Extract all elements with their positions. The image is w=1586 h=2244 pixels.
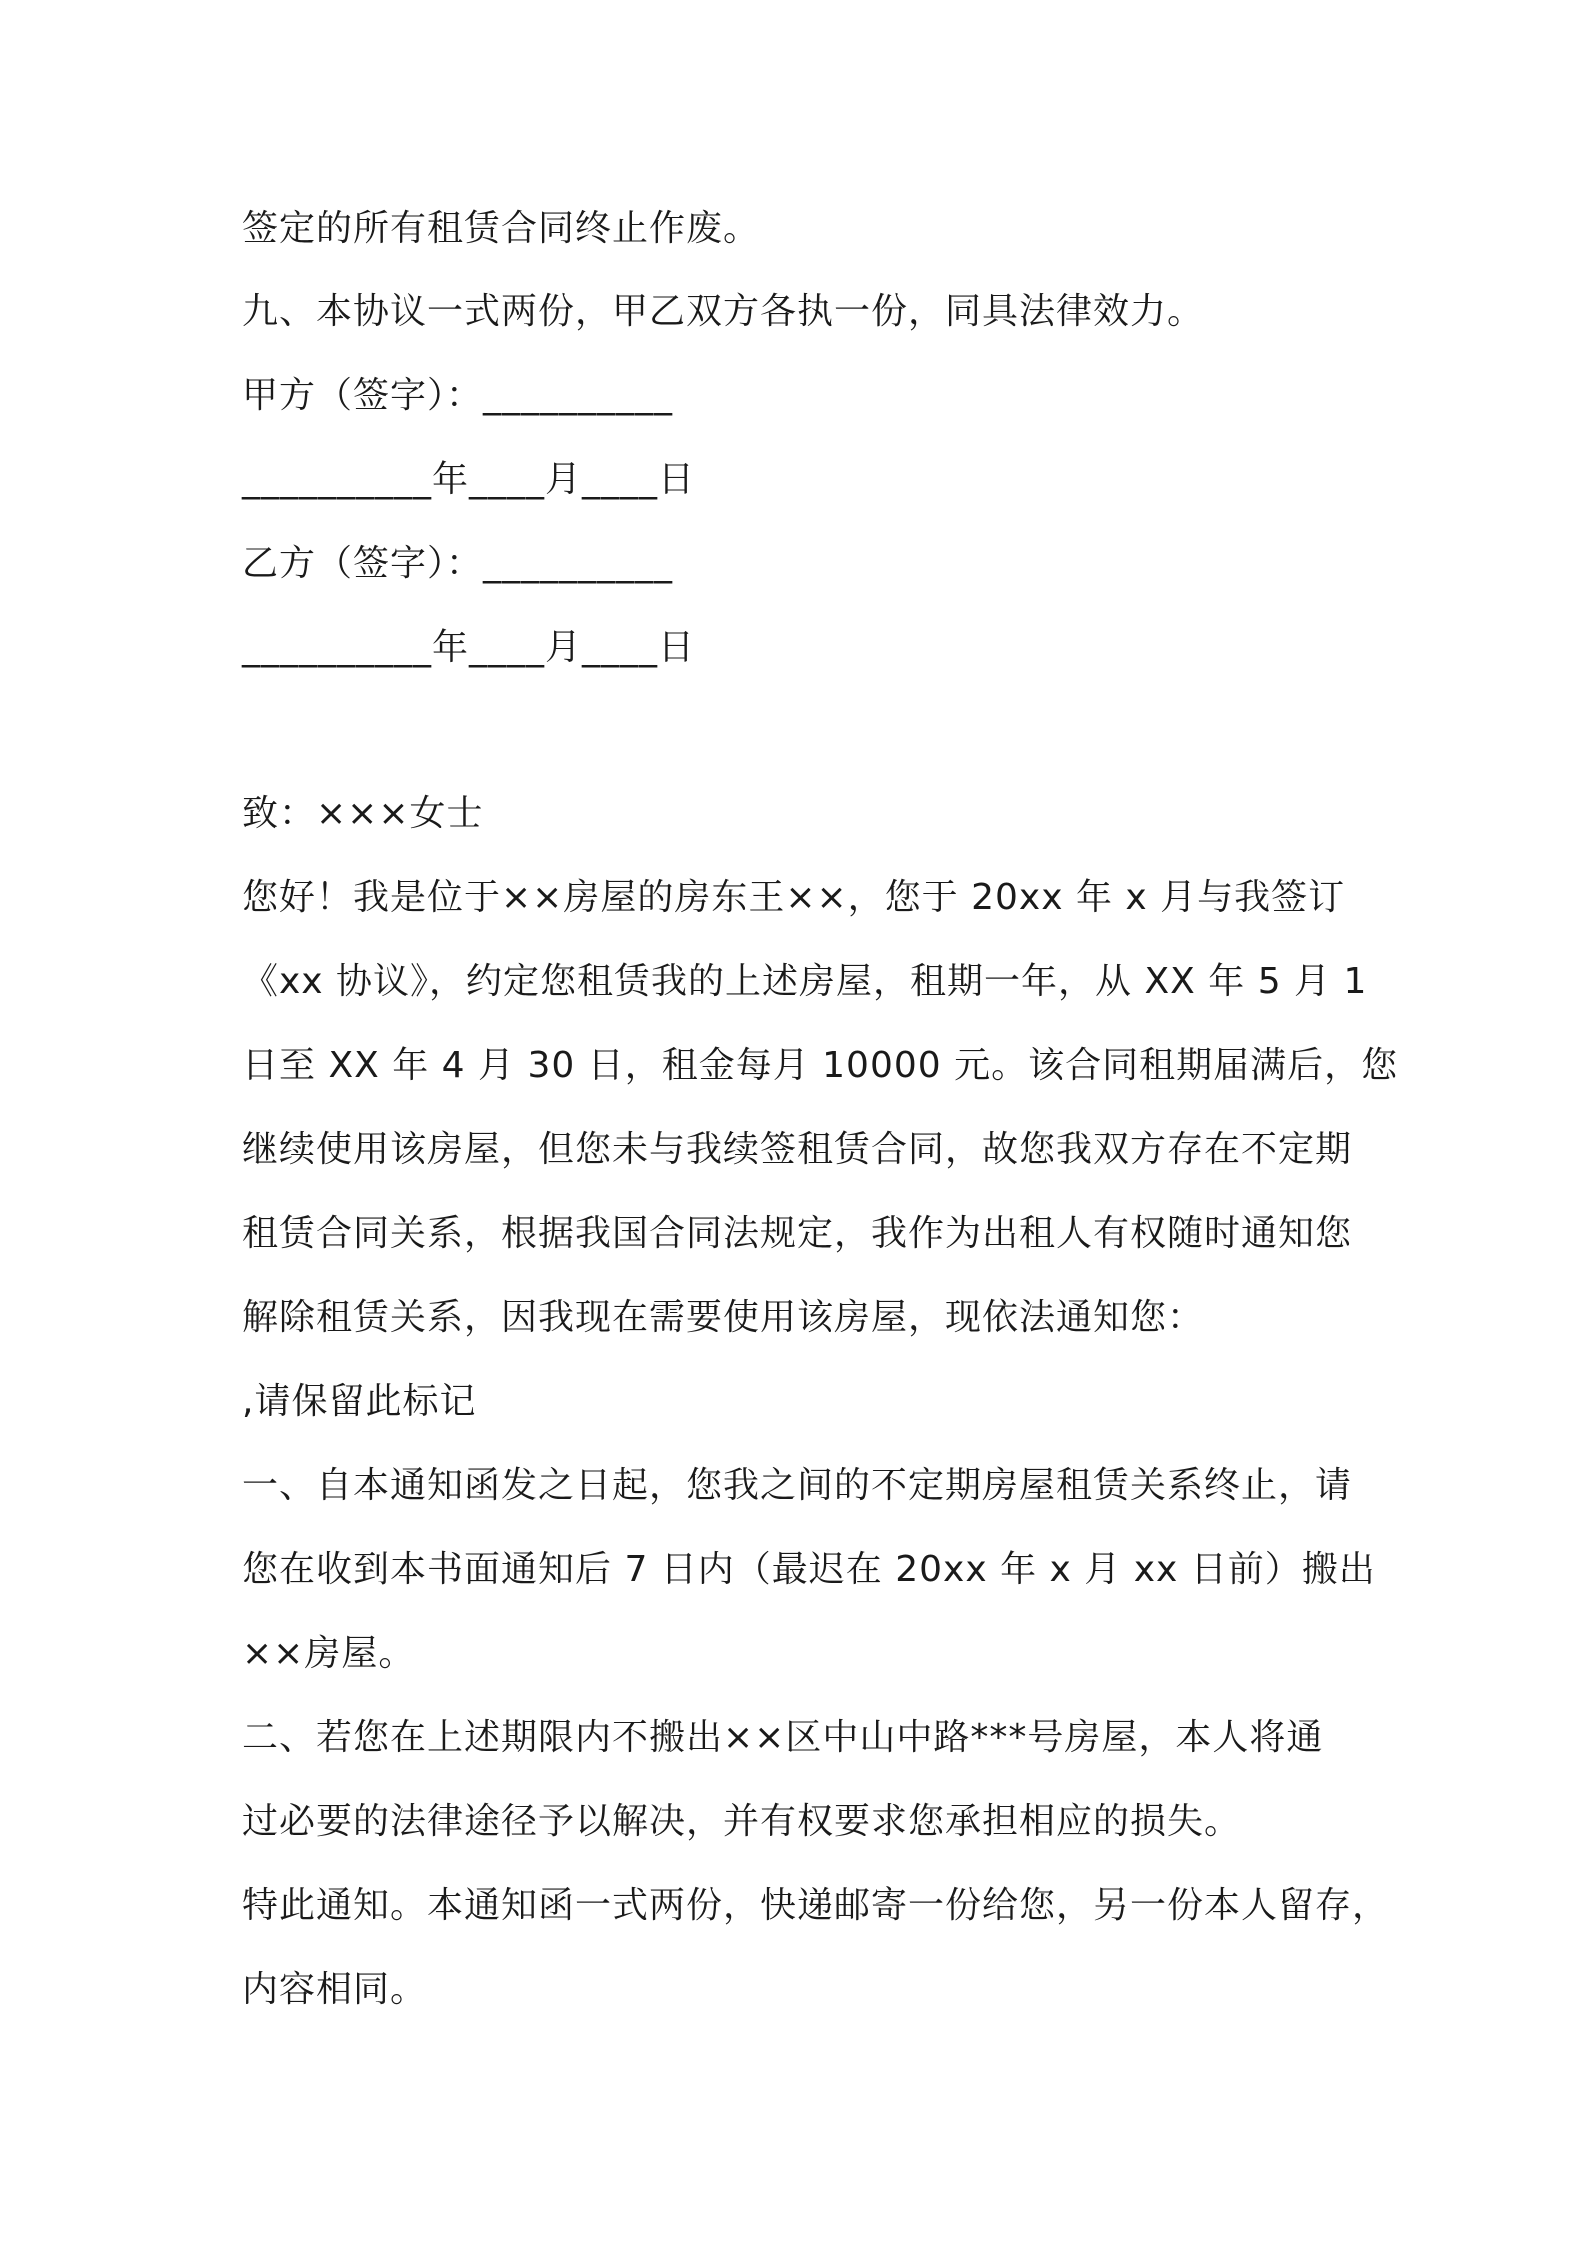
text-line-contract-void: 签定的所有租赁合同终止作废。 <box>242 208 761 249</box>
notice-item-one-cont: 您在收到本书面通知后 7 日内（最迟在 20xx 年 x 月 xx 日前）搬出 <box>242 1549 1376 1590</box>
closing-line-cont: 内容相同。 <box>242 1969 428 2010</box>
party-a-date-line: __________年____月____日 <box>242 459 695 500</box>
notice-item-two-cont: 过必要的法律途径予以解决，并有权要求您承担相应的损失。 <box>242 1801 1242 1842</box>
party-b-signature-line: 乙方（签字）：__________ <box>242 543 674 584</box>
party-b-date-line: __________年____月____日 <box>242 627 695 668</box>
letter-body-line: 租赁合同关系，根据我国合同法规定，我作为出租人有权随时通知您 <box>242 1213 1353 1254</box>
retain-mark-line: ,请保留此标记 <box>242 1381 477 1422</box>
letter-body-line: 您好！我是位于××房屋的房东王××，您于 20xx 年 x 月与我签订 <box>242 877 1346 918</box>
notice-item-one-cont: ××房屋。 <box>242 1633 416 1674</box>
party-a-signature-line: 甲方（签字）：__________ <box>242 375 674 416</box>
letter-body-line: 解除租赁关系，因我现在需要使用该房屋，现依法通知您： <box>242 1297 1205 1338</box>
closing-line: 特此通知。本通知函一式两份，快递邮寄一份给您，另一份本人留存， <box>242 1885 1390 1926</box>
text-line-clause-nine: 九、本协议一式两份，甲乙双方各执一份，同具法律效力。 <box>242 291 1205 332</box>
letter-body-line: 继续使用该房屋，但您未与我续签租赁合同，故您我双方存在不定期 <box>242 1129 1353 1170</box>
letter-body-line: 日至 XX 年 4 月 30 日，租金每月 10000 元。该合同租期届满后，您 <box>242 1045 1399 1086</box>
notice-item-two: 二、若您在上述期限内不搬出××区中山中路***号房屋，本人将通 <box>242 1717 1324 1758</box>
notice-item-one: 一、自本通知函发之日起，您我之间的不定期房屋租赁关系终止，请 <box>242 1465 1353 1506</box>
letter-salutation: 致：×××女士 <box>242 793 484 834</box>
letter-body-line: 《xx 协议》，约定您租赁我的上述房屋，租期一年，从 XX 年 5 月 1 <box>242 961 1368 1002</box>
